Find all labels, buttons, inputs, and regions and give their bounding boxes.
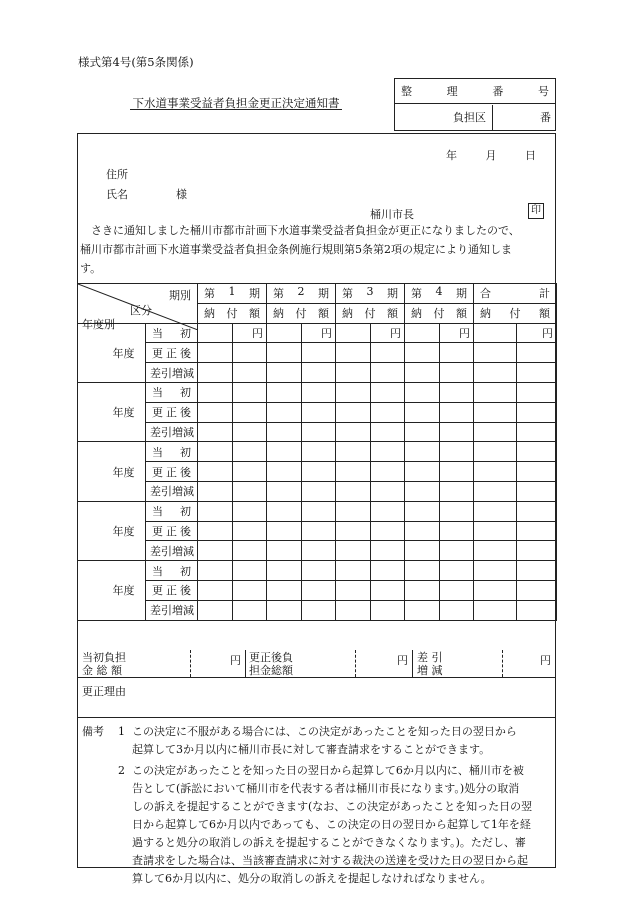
amount-cell bbox=[440, 462, 474, 482]
amount-cell bbox=[405, 501, 440, 521]
amount-cell bbox=[474, 382, 517, 402]
document-title: 下水道事業受益者負担金更正決定通知書 bbox=[132, 96, 340, 110]
amount-cell bbox=[474, 521, 517, 541]
paid-amount-header: 納 付 額 bbox=[336, 303, 405, 323]
amount-cell bbox=[198, 323, 233, 343]
amount-cell bbox=[440, 600, 474, 620]
period-1-header: 第 1 期 bbox=[198, 284, 267, 304]
amount-cell bbox=[233, 521, 267, 541]
amount-cell bbox=[474, 442, 517, 462]
amount-cell bbox=[198, 382, 233, 402]
divider bbox=[412, 650, 413, 677]
amount-cell bbox=[440, 481, 474, 501]
amount-cell bbox=[302, 442, 336, 462]
amount-cell bbox=[336, 580, 371, 600]
amount-cell bbox=[302, 422, 336, 442]
table-row bbox=[78, 481, 557, 501]
seiri-char: 理 bbox=[446, 85, 458, 98]
fiscal-year-cell: 年度 bbox=[78, 323, 146, 382]
amount-cell bbox=[267, 561, 302, 581]
amount-cell bbox=[198, 521, 233, 541]
amount-cell bbox=[302, 481, 336, 501]
difference-label: 差 引 増 減 bbox=[417, 651, 443, 677]
row-label: 当 初 bbox=[146, 323, 198, 343]
reference-number-box bbox=[394, 78, 556, 131]
seal-mark: 印 bbox=[528, 203, 544, 219]
amount-cell bbox=[405, 521, 440, 541]
fiscal-year-cell: 年度 bbox=[78, 561, 146, 620]
amount-cell: 円 bbox=[233, 323, 267, 343]
amount-cell bbox=[405, 600, 440, 620]
amount-cell bbox=[267, 501, 302, 521]
amount-cell: 円 bbox=[371, 323, 405, 343]
amount-cell bbox=[371, 481, 405, 501]
table-row bbox=[78, 541, 557, 561]
paid-amount-header: 納 付 額 bbox=[405, 303, 474, 323]
paid-amount-header: 納 付 額 bbox=[474, 303, 557, 323]
row-label: 差引増減 bbox=[146, 481, 198, 501]
fiscal-year-cell: 年度 bbox=[78, 382, 146, 441]
row-label: 更 正 後 bbox=[146, 462, 198, 482]
name-label: 氏名 bbox=[106, 188, 128, 201]
notice-line: 桶川市都市計画下水道事業受益者負担金条例施行規則第5条第2項の規定により通知しま bbox=[80, 243, 512, 256]
amount-cell bbox=[474, 462, 517, 482]
amount-cell bbox=[474, 541, 517, 561]
amount-cell bbox=[405, 343, 440, 363]
amount-cell bbox=[474, 580, 517, 600]
amount-cell bbox=[440, 343, 474, 363]
amount-cell bbox=[233, 442, 267, 462]
amount-cell bbox=[198, 561, 233, 581]
amount-cell bbox=[440, 541, 474, 561]
amount-cell bbox=[302, 343, 336, 363]
row-label: 差引増減 bbox=[146, 541, 198, 561]
form-number-label: 様式第4号(第5条関係) bbox=[78, 55, 194, 69]
amount-cell: 円 bbox=[517, 323, 557, 343]
revised-total-label: 更正後負 担金総額 bbox=[249, 651, 293, 677]
amount-cell bbox=[267, 402, 302, 422]
reason-box bbox=[77, 678, 556, 718]
seiri-char: 号 bbox=[537, 85, 549, 98]
row-label: 差引増減 bbox=[146, 600, 198, 620]
amount-cell bbox=[233, 481, 267, 501]
row-label: 当 初 bbox=[146, 561, 198, 581]
amount-cell bbox=[302, 363, 336, 383]
year-header: 年度別 bbox=[82, 318, 115, 331]
amount-cell bbox=[267, 422, 302, 442]
kubun-header: 区分 bbox=[130, 304, 152, 317]
amount-cell bbox=[233, 462, 267, 482]
amount-cell bbox=[440, 402, 474, 422]
paid-amount-header: 納 付 額 bbox=[198, 303, 267, 323]
amount-cell bbox=[517, 481, 557, 501]
amount-cell bbox=[474, 363, 517, 383]
amount-cell bbox=[302, 600, 336, 620]
amount-cell bbox=[302, 402, 336, 422]
amount-cell bbox=[302, 521, 336, 541]
amount-cell bbox=[336, 422, 371, 442]
table-row bbox=[78, 580, 557, 600]
amount-cell bbox=[474, 481, 517, 501]
amount-cell bbox=[198, 501, 233, 521]
amount-cell bbox=[336, 363, 371, 383]
amount-cell bbox=[233, 580, 267, 600]
dash-divider bbox=[190, 650, 191, 677]
day-label: 日 bbox=[525, 149, 536, 162]
amount-cell bbox=[336, 323, 371, 343]
amount-cell bbox=[267, 343, 302, 363]
amount-cell bbox=[198, 462, 233, 482]
amount-cell bbox=[336, 462, 371, 482]
revised-total-yen: 円 bbox=[397, 654, 408, 667]
amount-cell bbox=[440, 382, 474, 402]
amount-cell bbox=[371, 363, 405, 383]
table-row bbox=[78, 363, 557, 383]
table-row bbox=[78, 462, 557, 482]
amount-cell bbox=[267, 600, 302, 620]
date-line bbox=[446, 147, 536, 163]
amount-cell bbox=[405, 481, 440, 501]
row-label: 差引増減 bbox=[146, 422, 198, 442]
table-row bbox=[78, 343, 557, 363]
amount-cell bbox=[336, 442, 371, 462]
row-label: 当 初 bbox=[146, 442, 198, 462]
amount-cell bbox=[198, 402, 233, 422]
amount-cell bbox=[440, 580, 474, 600]
amount-cell bbox=[233, 541, 267, 561]
amount-cell bbox=[336, 600, 371, 620]
amount-cell bbox=[336, 501, 371, 521]
amount-cell bbox=[440, 363, 474, 383]
amount-cell bbox=[267, 521, 302, 541]
amount-cell bbox=[198, 422, 233, 442]
amount-cell bbox=[371, 521, 405, 541]
amount-cell bbox=[517, 521, 557, 541]
amount-cell bbox=[336, 343, 371, 363]
seiri-char: 整 bbox=[401, 85, 412, 98]
total-header: 合 計 bbox=[474, 284, 557, 304]
amount-cell bbox=[517, 580, 557, 600]
amount-cell bbox=[440, 561, 474, 581]
amount-cell bbox=[267, 442, 302, 462]
row-label: 差引増減 bbox=[146, 363, 198, 383]
title-underline bbox=[130, 109, 342, 110]
reason-label: 更正理由 bbox=[82, 685, 126, 698]
amount-cell bbox=[517, 600, 557, 620]
amount-cell bbox=[336, 561, 371, 581]
amount-cell bbox=[336, 541, 371, 561]
amount-cell bbox=[405, 580, 440, 600]
amount-cell bbox=[405, 561, 440, 581]
amount-cell bbox=[474, 343, 517, 363]
table-row bbox=[78, 382, 557, 402]
amount-cell bbox=[517, 561, 557, 581]
amount-cell: 円 bbox=[302, 323, 336, 343]
amount-cell bbox=[198, 600, 233, 620]
amount-cell bbox=[233, 501, 267, 521]
fiscal-year-cell: 年度 bbox=[78, 442, 146, 501]
amount-cell bbox=[267, 580, 302, 600]
amount-cell bbox=[302, 580, 336, 600]
period-4-header: 第 4 期 bbox=[405, 284, 474, 304]
amount-cell bbox=[474, 501, 517, 521]
amount-cell bbox=[405, 462, 440, 482]
divider bbox=[245, 650, 246, 677]
amount-cell bbox=[371, 580, 405, 600]
row-label: 更 正 後 bbox=[146, 521, 198, 541]
amount-cell bbox=[440, 521, 474, 541]
fiscal-year-cell: 年度 bbox=[78, 501, 146, 560]
amount-cell bbox=[517, 363, 557, 383]
amount-cell bbox=[198, 580, 233, 600]
amount-cell bbox=[267, 541, 302, 561]
totals-row bbox=[77, 650, 556, 678]
amount-cell bbox=[371, 541, 405, 561]
row-label: 当 初 bbox=[146, 501, 198, 521]
amount-cell bbox=[302, 541, 336, 561]
amount-cell bbox=[405, 382, 440, 402]
amount-cell bbox=[198, 343, 233, 363]
period-3-header: 第 3 期 bbox=[336, 284, 405, 304]
remark-item-1: 備考 1 この決定に不服がある場合には、この決定があったことを知った日の翌日から 起算して3か月以内に桶川市長に対して審査請求をすることができます。 bbox=[82, 725, 517, 756]
amount-cell bbox=[517, 541, 557, 561]
amount-cell bbox=[371, 442, 405, 462]
amount-cell bbox=[517, 422, 557, 442]
amount-cell bbox=[198, 442, 233, 462]
amount-cell bbox=[517, 442, 557, 462]
period-header: 期別 bbox=[169, 289, 191, 302]
amount-cell bbox=[267, 363, 302, 383]
seiri-bango-row bbox=[395, 79, 555, 104]
amount-cell bbox=[267, 462, 302, 482]
district-row bbox=[395, 105, 555, 131]
amount-cell bbox=[233, 422, 267, 442]
amount-cell bbox=[267, 323, 302, 343]
amount-cell bbox=[302, 382, 336, 402]
amount-cell bbox=[405, 442, 440, 462]
amount-cell bbox=[405, 422, 440, 442]
dash-divider bbox=[502, 650, 503, 677]
amount-cell bbox=[198, 363, 233, 383]
amount-cell bbox=[267, 481, 302, 501]
amount-cell bbox=[517, 402, 557, 422]
notice-line: さきに通知しました桶川市都市計画下水道事業受益者負担金が更正になりましたので、 bbox=[80, 224, 520, 237]
initial-total-yen: 円 bbox=[230, 654, 241, 667]
mayor-label: 桶川市長 bbox=[370, 208, 414, 221]
amount-cell bbox=[233, 561, 267, 581]
amount-cell bbox=[198, 481, 233, 501]
amount-cell bbox=[405, 363, 440, 383]
notice-line: す。 bbox=[80, 262, 102, 275]
honorific-label: 様 bbox=[176, 188, 187, 201]
seiri-char: 番 bbox=[492, 85, 504, 98]
amount-cell bbox=[302, 501, 336, 521]
period-2-header: 第 2 期 bbox=[267, 284, 336, 304]
amount-cell bbox=[336, 521, 371, 541]
year-label: 年 bbox=[446, 149, 457, 162]
table-row bbox=[78, 442, 557, 462]
remarks-section bbox=[82, 723, 552, 888]
table-row bbox=[78, 402, 557, 422]
amount-cell bbox=[517, 382, 557, 402]
dash-divider bbox=[355, 650, 356, 677]
difference-yen: 円 bbox=[540, 654, 551, 667]
amount-cell bbox=[371, 600, 405, 620]
amount-cell bbox=[336, 481, 371, 501]
row-label: 更 正 後 bbox=[146, 580, 198, 600]
amount-cell bbox=[267, 382, 302, 402]
amount-cell bbox=[517, 462, 557, 482]
amount-cell bbox=[474, 402, 517, 422]
address-label: 住所 bbox=[106, 168, 128, 181]
amount-cell bbox=[336, 402, 371, 422]
amount-cell bbox=[233, 402, 267, 422]
remark-item-2: 2 この決定があったことを知った日の翌日から起算して6か月以内に、桶川市を被 告として(訴訟において桶川市を代表する者は桶川市長になります。)処分の取消 しの訴えを提起することができます(なお、この決定があったことを知った日の翌 日から起算して6か月以内であっても、この決定の日の翌日から起算して1年を経 過すると処分の取消しの訴えを提起することができなくなります。)。ただし、審 査請求をした場合は、当該審査請求に対する裁決の送達を受けた日の翌日から起 算して6か月以内に、処分の取消しの訴えを提起しなければなりません。 bbox=[118, 764, 533, 885]
table-row bbox=[78, 521, 557, 541]
amount-cell bbox=[233, 600, 267, 620]
amount-cell bbox=[302, 462, 336, 482]
amount-cell: 円 bbox=[440, 323, 474, 343]
amount-cell bbox=[336, 382, 371, 402]
table-row bbox=[78, 561, 557, 581]
notice-text bbox=[80, 221, 552, 278]
amount-cell bbox=[517, 343, 557, 363]
amount-cell bbox=[302, 561, 336, 581]
amount-cell bbox=[371, 501, 405, 521]
year-rows bbox=[78, 323, 557, 620]
amount-cell bbox=[371, 561, 405, 581]
amount-cell bbox=[405, 541, 440, 561]
row-label: 当 初 bbox=[146, 382, 198, 402]
amount-cell bbox=[233, 363, 267, 383]
amount-cell bbox=[474, 561, 517, 581]
number-label: 番 bbox=[540, 111, 551, 124]
table-row bbox=[78, 600, 557, 620]
amount-cell bbox=[474, 600, 517, 620]
row-label: 更 正 後 bbox=[146, 402, 198, 422]
corner-cell bbox=[78, 284, 198, 331]
paid-amount-header: 納 付 額 bbox=[267, 303, 336, 323]
amount-cell bbox=[371, 382, 405, 402]
amount-cell bbox=[371, 422, 405, 442]
payment-table bbox=[77, 283, 557, 621]
amount-cell bbox=[440, 501, 474, 521]
amount-cell bbox=[405, 323, 440, 343]
amount-cell bbox=[198, 541, 233, 561]
amount-cell bbox=[405, 402, 440, 422]
amount-cell bbox=[474, 323, 517, 343]
amount-cell bbox=[517, 501, 557, 521]
amount-cell bbox=[233, 343, 267, 363]
amount-cell bbox=[371, 402, 405, 422]
amount-cell bbox=[440, 422, 474, 442]
district-label: 負担区 bbox=[395, 105, 493, 131]
initial-total-label: 当初負担 金 総 額 bbox=[82, 651, 126, 677]
table-row bbox=[78, 501, 557, 521]
amount-cell bbox=[474, 422, 517, 442]
table-row bbox=[78, 422, 557, 442]
amount-cell bbox=[233, 382, 267, 402]
amount-cell bbox=[371, 462, 405, 482]
amount-cell bbox=[371, 343, 405, 363]
amount-cell bbox=[440, 442, 474, 462]
row-label: 更 正 後 bbox=[146, 343, 198, 363]
month-label: 月 bbox=[485, 149, 497, 162]
